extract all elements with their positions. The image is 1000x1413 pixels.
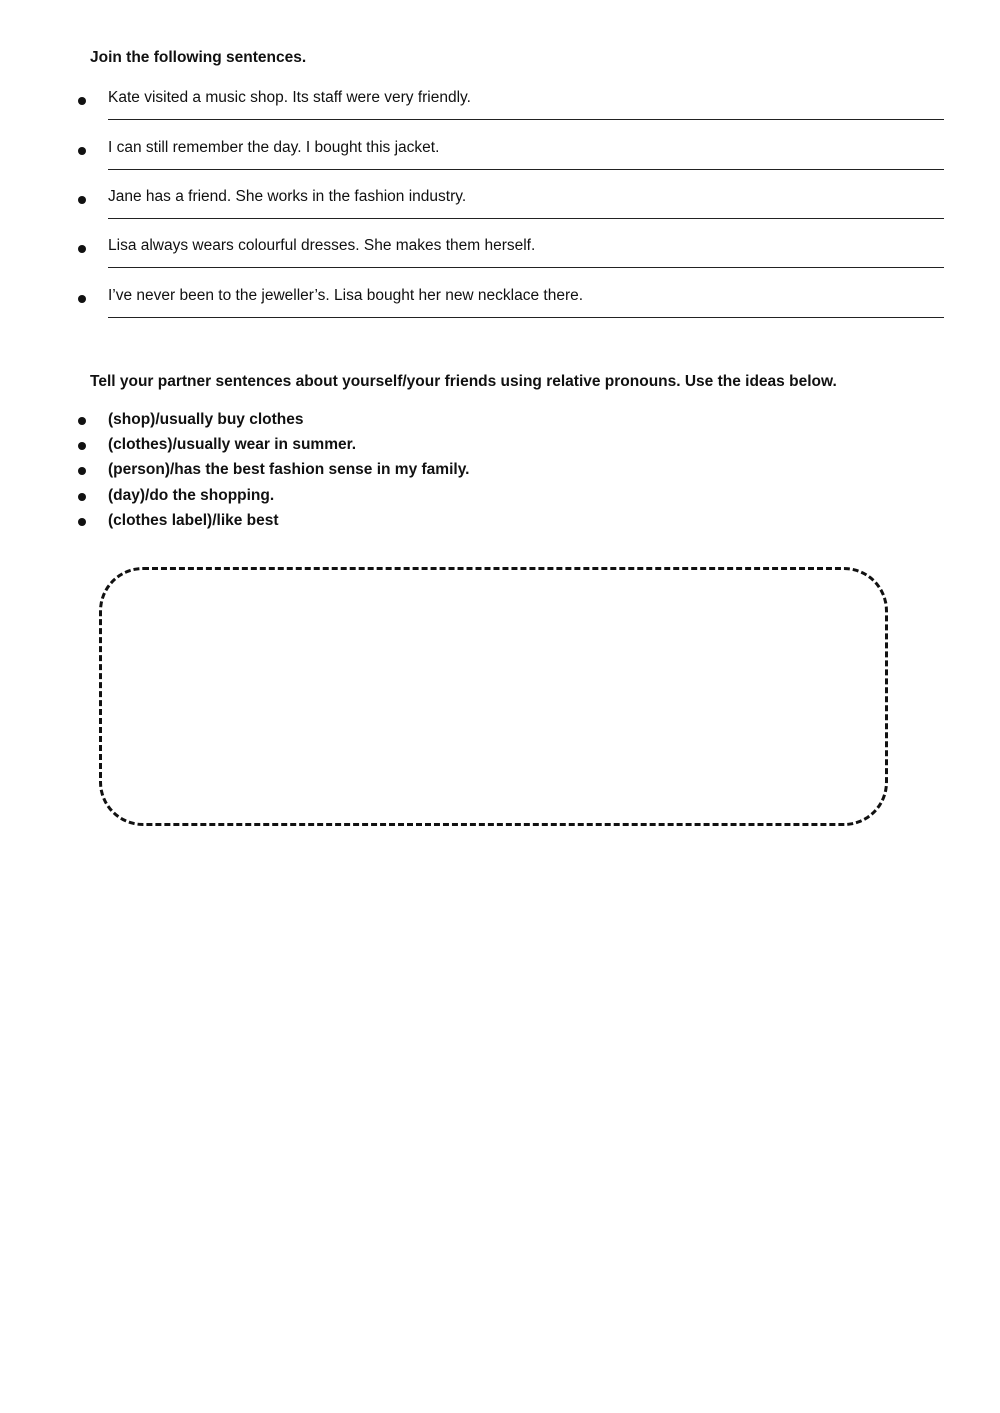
idea-text: (clothes label)/like best — [108, 511, 279, 529]
answer-line-1[interactable] — [108, 119, 944, 120]
section2-heading: Tell your partner sentences about yourself/your friends using relative pronouns. Use the ideas below. — [90, 373, 837, 390]
exercise-sentence: Lisa always wears colourful dresses. She makes them herself. — [108, 237, 536, 254]
idea-text: (clothes)/usually wear in summer. — [108, 436, 357, 454]
exercise-sentence: I’ve never been to the jeweller’s. Lisa bought her new necklace there. — [108, 287, 584, 304]
bullet-icon — [78, 493, 86, 501]
exercise-sentence: Jane has a friend. She works in the fashion industry. — [108, 188, 467, 205]
exercise-item-1 — [0, 89, 1000, 129]
bullet-icon — [78, 417, 86, 425]
answer-line-5[interactable] — [108, 317, 944, 318]
exercise-item-4 — [0, 237, 1000, 277]
exercise-item-5 — [0, 287, 1000, 327]
answer-line-4[interactable] — [108, 267, 944, 268]
idea-text: (shop)/usually buy clothes — [108, 411, 304, 428]
bullet-icon — [78, 97, 86, 105]
notes-box[interactable] — [99, 567, 888, 826]
list-item — [0, 487, 1000, 512]
bullet-icon — [78, 442, 86, 450]
list-item — [0, 436, 1000, 461]
list-item — [0, 512, 1000, 537]
ideas-list — [0, 411, 1000, 537]
bullet-icon — [78, 147, 86, 155]
answer-line-2[interactable] — [108, 169, 944, 170]
idea-text: (person)/has the best fashion sense in my family. — [108, 461, 470, 479]
section1-heading: Join the following sentences. — [90, 49, 307, 66]
exercise-item-2 — [0, 139, 1000, 179]
bullet-icon — [78, 467, 86, 475]
answer-line-3[interactable] — [108, 218, 944, 219]
list-item — [0, 461, 1000, 486]
bullet-icon — [78, 196, 86, 204]
bullet-icon — [78, 518, 86, 526]
bullet-icon — [78, 245, 86, 253]
idea-text: (day)/do the shopping. — [108, 486, 275, 504]
bullet-icon — [78, 295, 86, 303]
exercise-sentence: Kate visited a music shop. Its staff were very friendly. — [108, 89, 471, 106]
list-item — [0, 411, 1000, 436]
exercise-item-3 — [0, 188, 1000, 228]
exercise-sentence: I can still remember the day. I bought this jacket. — [108, 139, 440, 156]
